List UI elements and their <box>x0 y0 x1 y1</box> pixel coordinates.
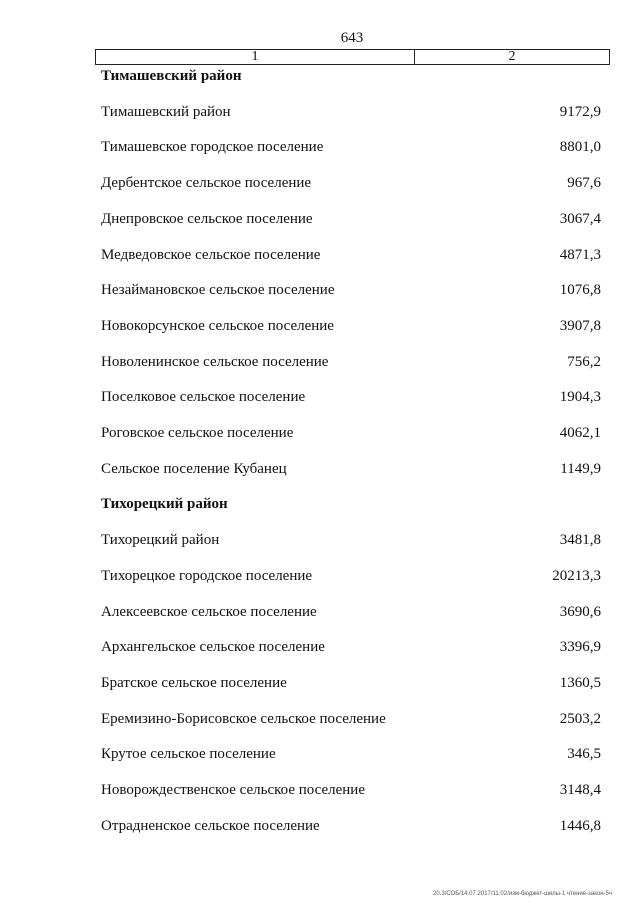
table-row <box>0 782 640 806</box>
row-name: Поселковое сельское поселение <box>101 389 306 405</box>
row-value: 3690,6 <box>559 604 601 620</box>
row-name: Новорождественское сельское поселение <box>101 782 365 798</box>
table-row <box>0 139 640 163</box>
footer-stamp: 20.3/СОБ/14.07.2017/11:02/изм-бюджет-шелы-1 чтение-закон-5ч <box>433 891 612 897</box>
section-heading <box>0 68 640 92</box>
table-row <box>0 711 640 735</box>
row-name: Отрадненское сельское поселение <box>101 818 320 834</box>
table-row <box>0 318 640 342</box>
table-row <box>0 425 640 449</box>
row-name: Новоленинское сельское поселение <box>101 354 329 370</box>
row-value: 967,6 <box>567 175 601 191</box>
row-value: 2503,2 <box>559 711 601 727</box>
section-heading-label: Тимашевский район <box>101 68 242 84</box>
row-name: Тимашевский район <box>101 104 231 120</box>
row-name: Роговское сельское поселение <box>101 425 294 441</box>
row-value: 346,5 <box>567 746 601 762</box>
row-name: Дербентское сельское поселение <box>101 175 312 191</box>
table-row <box>0 282 640 306</box>
row-value: 1149,9 <box>560 461 601 477</box>
row-name: Архангельское сельское поселение <box>101 639 325 655</box>
row-name: Тимашевское городское поселение <box>101 139 324 155</box>
table-row <box>0 389 640 413</box>
row-value: 1360,5 <box>559 675 601 691</box>
table-row <box>0 175 640 199</box>
table-row <box>0 354 640 378</box>
section-heading <box>0 496 640 520</box>
table-row <box>0 104 640 128</box>
row-value: 756,2 <box>567 354 601 370</box>
table-row <box>0 568 640 592</box>
row-name: Алексеевское сельское поселение <box>101 604 317 620</box>
row-name: Новокорсунское сельское поселение <box>101 318 334 334</box>
table-row <box>0 211 640 235</box>
page-number: 643 <box>340 30 364 46</box>
table-row <box>0 746 640 770</box>
table-row <box>0 604 640 628</box>
row-value: 3481,8 <box>559 532 601 548</box>
row-value: 3907,8 <box>559 318 601 334</box>
header-col-2: 2 <box>508 49 516 64</box>
row-value: 3396,9 <box>559 639 601 655</box>
row-value: 3067,4 <box>559 211 601 227</box>
row-name: Братское сельское поселение <box>101 675 287 691</box>
row-value: 1446,8 <box>559 818 601 834</box>
row-name: Крутое сельское поселение <box>101 746 276 762</box>
row-value: 1904,3 <box>559 389 601 405</box>
row-value: 1076,8 <box>559 282 601 298</box>
row-value: 4871,3 <box>559 247 601 263</box>
table-row <box>0 675 640 699</box>
table-row <box>0 247 640 271</box>
table-row <box>0 639 640 663</box>
table-row <box>0 818 640 842</box>
section-heading-label: Тихорецкий район <box>101 496 228 512</box>
row-name: Еремизино-Борисовское сельское поселение <box>101 711 386 727</box>
row-name: Медведовское сельское поселение <box>101 247 321 263</box>
row-name: Тихорецкое городское поселение <box>101 568 313 584</box>
row-name: Днепровское сельское поселение <box>101 211 313 227</box>
row-name: Сельское поселение Кубанец <box>101 461 287 477</box>
row-value: 20213,3 <box>552 568 601 584</box>
row-name: Тихорецкий район <box>101 532 220 548</box>
row-value: 8801,0 <box>559 139 601 155</box>
table-row <box>0 532 640 556</box>
row-name: Незаймановское сельское поселение <box>101 282 335 298</box>
row-value: 3148,4 <box>559 782 601 798</box>
header-col-1: 1 <box>96 50 415 64</box>
table-row <box>0 461 640 485</box>
row-value: 4062,1 <box>559 425 601 441</box>
row-value: 9172,9 <box>559 104 601 120</box>
